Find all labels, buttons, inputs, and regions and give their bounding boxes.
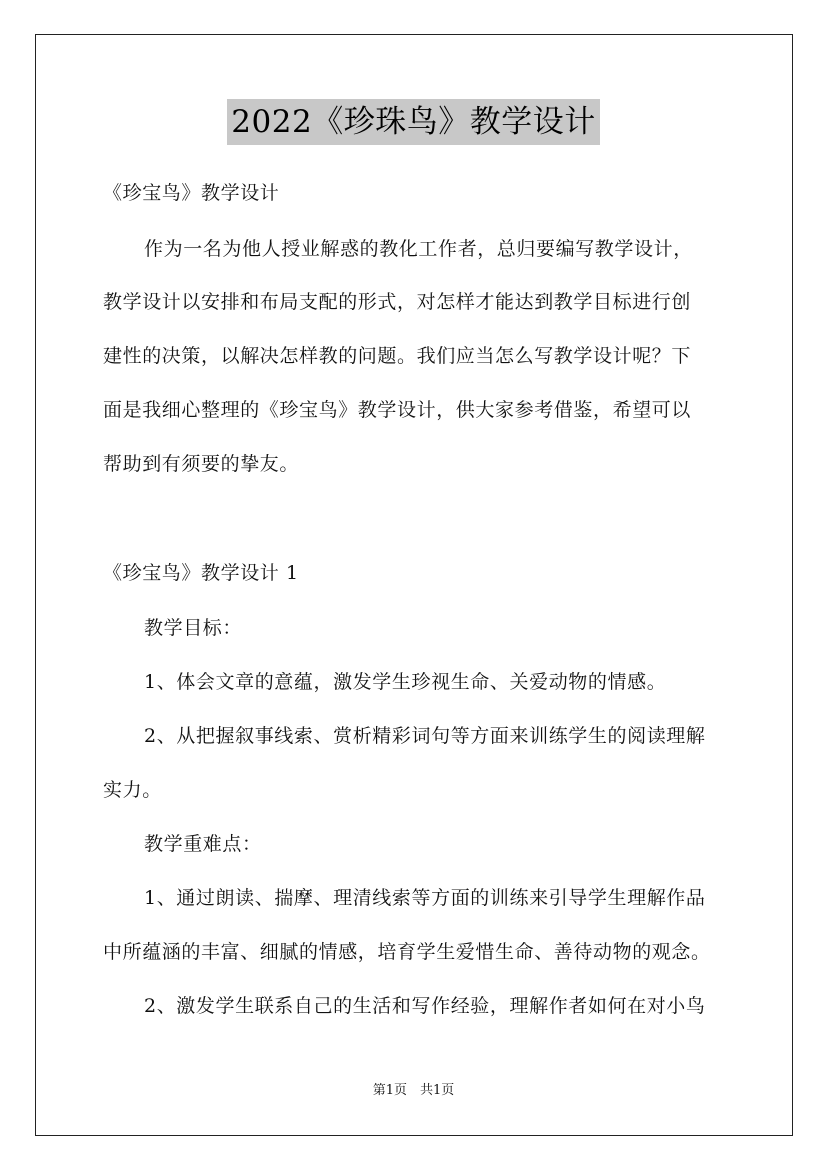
paragraph-line: 建性的决策，以解决怎样教的问题。我们应当怎么写教学设计呢？下 (103, 345, 692, 367)
paragraph-line: 2、从把握叙事线索、赏析精彩词句等方面来训练学生的阅读理解 (144, 725, 706, 747)
paragraph-line: 教学设计以安排和布局支配的形式，对怎样才能达到教学目标进行创 (103, 291, 692, 313)
title-wrap (0, 99, 827, 145)
subtitle-line: 《珍宝鸟》教学设计 (103, 182, 280, 204)
page-footer: 第1页 共1页 (372, 1083, 455, 1098)
paragraph-line: 2、激发学生联系自己的生活和写作经验，理解作者如何在对小鸟 (144, 995, 706, 1017)
paragraph-line: 教学重难点： (144, 833, 262, 855)
section-heading: 《珍宝鸟》教学设计 1 (103, 562, 299, 584)
document-title: 2022《珍珠鸟》教学设计 (227, 99, 599, 145)
paragraph-line: 实力。 (103, 779, 162, 801)
paragraph-line: 中所蕴涵的丰富、细腻的情感，培育学生爱惜生命、善待动物的观念。 (103, 941, 711, 963)
paragraph-line: 帮助到有须要的挚友。 (103, 453, 300, 475)
paragraph-line: 1、通过朗读、揣摩、理清线索等方面的训练来引导学生理解作品 (144, 887, 706, 909)
paragraph-line: 教学目标： (144, 617, 243, 639)
paragraph-line: 面是我细心整理的《珍宝鸟》教学设计，供大家参考借鉴，希望可以 (103, 399, 692, 421)
paragraph-line: 1、体会文章的意蕴，激发学生珍视生命、关爱动物的情感。 (144, 671, 667, 693)
paragraph-line: 作为一名为他人授业解惑的教化工作者，总归要编写教学设计， (144, 238, 693, 260)
